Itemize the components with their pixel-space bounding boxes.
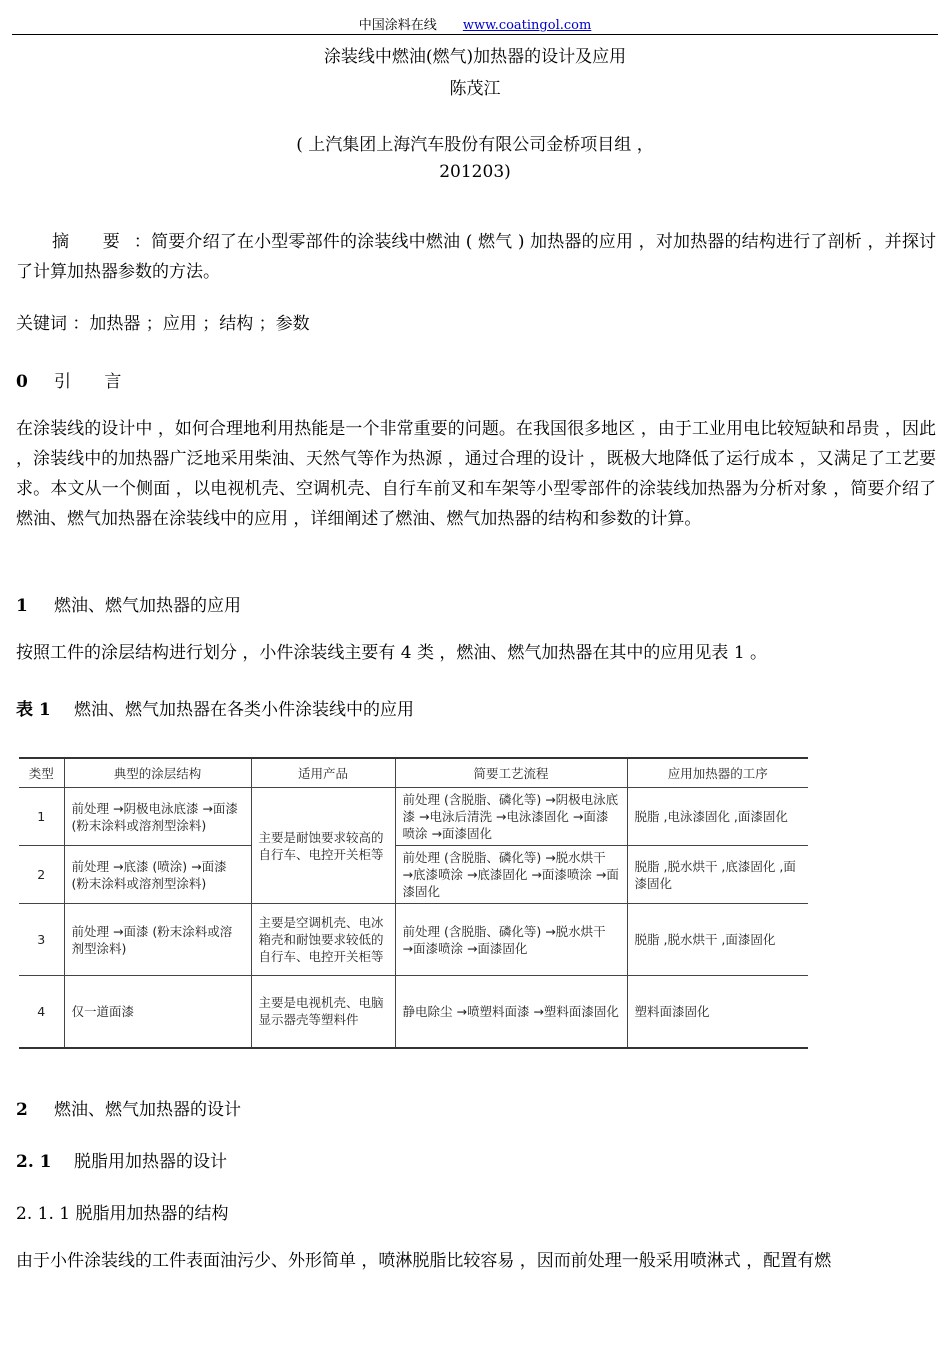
section-2-heading	[16, 1095, 241, 1120]
col-header: 适用产品	[251, 758, 395, 788]
section-2-1-1-paragraph: 由于小件涂装线的工件表面油污少、外形简单 ，喷淋脱脂比较容易 ，因而前处理一般采用喷淋式 ，配置有燃	[16, 1251, 832, 1271]
cell-structure: 前处理 →面漆 (粉末涂料或溶剂型涂料)	[64, 904, 251, 976]
section-number: 0	[16, 372, 28, 392]
section-number: 2. 1	[16, 1152, 52, 1172]
cell-product: 主要是耐蚀要求较高的自行车、电控开关柜等	[251, 788, 395, 904]
cell-heater: 脱脂 ,脱水烘干 ,面漆固化	[627, 904, 808, 976]
section-2-1-1-heading: 2. 1. 1 脱脂用加热器的结构	[16, 1204, 229, 1224]
cell-structure: 仅一道面漆	[64, 976, 251, 1048]
cell-type: 1	[19, 788, 64, 846]
cell-process: 前处理 (含脱脂、磷化等) →脱水烘干 →面漆喷涂 →面漆固化	[395, 904, 627, 976]
col-header: 类型	[19, 758, 64, 788]
section-0-heading	[16, 367, 135, 392]
cell-heater: 塑料面漆固化	[627, 976, 808, 1048]
cell-structure: 前处理 →底漆 (喷涂) →面漆 (粉末涂料或溶剂型涂料)	[64, 846, 251, 904]
section-title: 引 言	[54, 372, 136, 392]
site-link[interactable]: www.coatingol.com	[462, 18, 592, 33]
col-header: 典型的涂层结构	[64, 758, 251, 788]
section-1-paragraph: 按照工件的涂层结构进行划分 ，小件涂装线主要有 4 类 ，燃油、燃气加热器在其中的应用见表 1 。	[16, 643, 768, 663]
table-number: 表 1	[16, 700, 51, 720]
cell-heater: 脱脂 ,脱水烘干 ,底漆固化 ,面漆固化	[627, 846, 808, 904]
cell-heater: 脱脂 ,电泳漆固化 ,面漆固化	[627, 788, 808, 846]
col-header: 应用加热器的工序	[627, 758, 808, 788]
cell-process: 静电除尘 →喷塑料面漆 →塑料面漆固化	[395, 976, 627, 1048]
doc-title: 涂装线中燃油(燃气)加热器的设计及应用	[323, 47, 627, 67]
cell-type: 2	[19, 846, 64, 904]
table-row	[19, 976, 808, 1048]
section-title: 脱脂用加热器的设计	[74, 1152, 227, 1172]
cell-process: 前处理 (含脱脂、磷化等) →脱水烘干 →底漆喷涂 →底漆固化 →面漆喷涂 →面漆固化	[395, 846, 627, 904]
affiliation-line-2: 201203)	[439, 162, 511, 182]
author: 陈茂江	[449, 79, 501, 99]
table-title: 燃油、燃气加热器在各类小件涂装线中的应用	[74, 700, 414, 720]
intro-paragraph: 在涂装线的设计中 ，如何合理地利用热能是一个非常重要的问题。在我国很多地区 ，由于工业用电比较短缺和昂贵 ，因此 ，涂装线中的加热器广泛地采用柴油、天然气等作为热源 ，通过合理的设计 ，既极大地降低了运行成本 ，又满足了工艺要求。本文从一个侧面 ，以电视机壳、空调机壳、自行车前叉和车架等小型零部件的涂装线加热器为分析对象 ，简要介绍了燃油、燃气加热器在涂装线中的应用 ，详细阐述了燃油、燃气加热器的结构和参数的计算。	[16, 419, 936, 529]
section-number: 2	[16, 1100, 28, 1120]
cell-type: 4	[19, 976, 64, 1048]
cell-product: 主要是电视机壳、电脑显示器壳等塑料件	[251, 976, 395, 1048]
abstract-text: ：简要介绍了在小型零部件的涂装线中燃油 ( 燃气 ) 加热器的应用 ，对加热器的结构进行了剖析 ，并探讨了计算加热器参数的方法。	[16, 232, 936, 282]
cell-product: 主要是空调机壳、电冰箱壳和耐蚀要求较低的自行车、电控开关柜等	[251, 904, 395, 976]
section-title: 燃油、燃气加热器的应用	[54, 596, 241, 616]
keywords: 关键词 ：加热器 ；应用 ；结构 ；参数	[16, 314, 310, 334]
cell-process: 前处理 (含脱脂、磷化等) →阴极电泳底漆 →电泳后清洗 →电泳漆固化 →面漆喷涂 →面漆固化	[395, 788, 627, 846]
section-2-1-heading	[16, 1147, 227, 1172]
header-divider	[12, 34, 938, 35]
table-row	[19, 904, 808, 976]
abstract-label: 摘 要	[52, 232, 134, 252]
cell-type: 3	[19, 904, 64, 976]
affiliation-line-1: ( 上汽集团上海汽车股份有限公司金桥项目组 ，	[296, 135, 654, 155]
table-row	[19, 788, 808, 846]
table-caption	[16, 695, 414, 720]
table-row	[19, 846, 808, 904]
col-header: 简要工艺流程	[395, 758, 627, 788]
application-table	[19, 757, 808, 1049]
page-header	[0, 14, 950, 33]
site-name: 中国涂料在线	[358, 18, 437, 33]
section-title: 燃油、燃气加热器的设计	[54, 1100, 241, 1120]
cell-structure: 前处理 →阴极电泳底漆 →面漆 (粉末涂料或溶剂型涂料)	[64, 788, 251, 846]
section-number: 1	[16, 596, 28, 616]
section-1-heading	[16, 591, 241, 616]
abstract	[16, 227, 936, 287]
table-header-row	[19, 758, 808, 788]
